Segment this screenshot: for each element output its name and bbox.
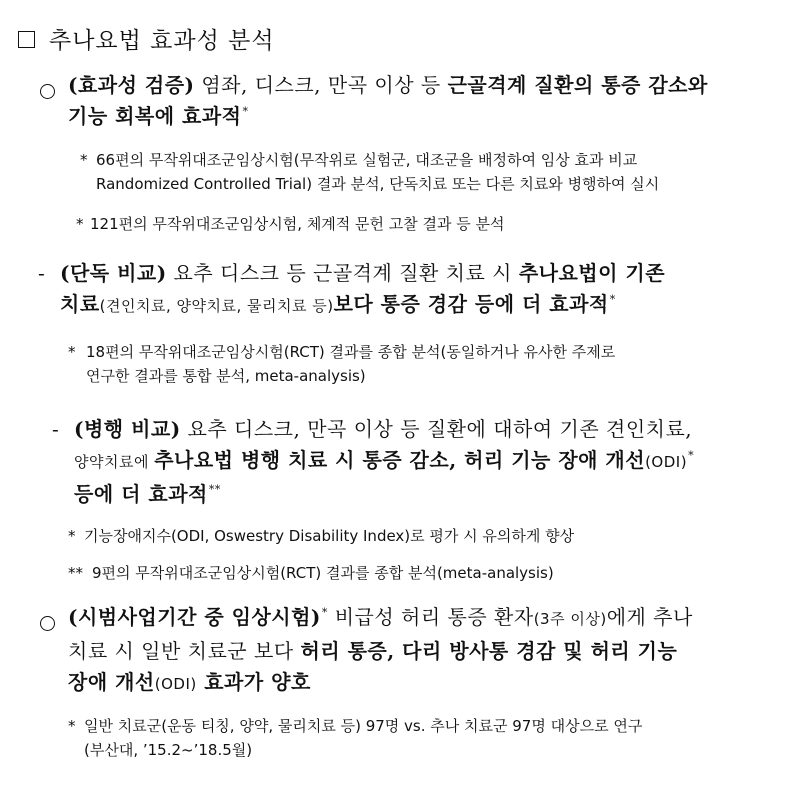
text: 비급성 허리 통증 환자 [327, 605, 534, 629]
bold-label: (효과성 검증) [68, 73, 195, 97]
note-line: 9편의 무작위대조군임상시험(RCT) 결과를 종합 분석(meta-analysis) [92, 564, 554, 582]
bold-text: 추나요법이 기존 [518, 261, 666, 285]
text: 치료 시 일반 치료군 보다 [68, 639, 301, 663]
note-18-rct [68, 340, 778, 388]
footnote-mark: * [688, 449, 695, 462]
bold-label: (병행 비교) [74, 417, 181, 441]
bold-text: 허리 통증, 다리 방사통 경감 및 허리 기능 [300, 639, 678, 663]
line [74, 479, 782, 513]
section-heading [18, 18, 778, 58]
line [60, 258, 778, 289]
section-title: 추나요법 효과성 분석 [49, 27, 275, 54]
line [60, 289, 778, 323]
asterisk-marker: * [76, 215, 84, 233]
note-line: 18편의 무작위대조군임상시험(RCT) 결과를 종합 분석(동일하거나 유사한 주제로 [86, 343, 616, 361]
note-9-rct [68, 561, 778, 585]
asterisk-marker: * [68, 343, 76, 361]
double-asterisk-marker: ** [68, 564, 83, 582]
note-pilot-study [68, 714, 778, 762]
note-line: (부산대, ’15.2~’18.5월) [84, 741, 253, 759]
text: 양약치료에 [74, 453, 155, 471]
bold-text: 근골격계 질환의 통증 감소와 [447, 73, 708, 97]
asterisk-marker: * [80, 151, 88, 169]
bold-label: (시범사업기간 중 임상시험) [68, 605, 321, 629]
line [68, 602, 770, 636]
note-121-rct [76, 212, 776, 236]
footnote-mark: * [609, 293, 616, 306]
paren-text: (ODI) [154, 675, 197, 693]
asterisk-marker: * [68, 717, 76, 735]
text: 요추 디스크 등 근골격계 질환 치료 시 [166, 261, 519, 285]
line [68, 636, 770, 667]
bold-text: 등에 더 효과적 [74, 482, 208, 506]
bold-text: 장애 개선 [68, 670, 155, 694]
line [74, 445, 782, 479]
footnote-mark: * [321, 606, 328, 619]
bold-text: 효과가 양호 [196, 670, 311, 694]
footnote-mark: * [242, 105, 249, 118]
dash-combined-comparison [52, 414, 782, 513]
bold-label: (단독 비교) [60, 261, 167, 285]
bold-text: 보다 통증 경감 등에 더 효과적 [333, 292, 609, 316]
dash-single-comparison [38, 258, 778, 323]
asterisk-marker: * [68, 527, 76, 545]
dash-marker: - [38, 261, 46, 285]
note-line: 일반 치료군(운동 티칭, 양약, 물리치료 등) 97명 vs. 추나 치료군 97명 대상으로 연구 [84, 717, 643, 735]
paren-text: (견인치료, 양약치료, 물리치료 등) [99, 297, 334, 315]
footnote-mark: ** [208, 483, 221, 496]
text: 염좌, 디스크, 만곡 이상 등 [194, 73, 448, 97]
note-line: Randomized Controlled Trial) 결과 분석, 단독치료 또는 다른 치료와 병행하여 실시 [96, 175, 660, 193]
bullet-efficacy-verification [40, 70, 770, 135]
circle-bullet-icon [40, 77, 55, 108]
note-line: 연구한 결과를 통합 분석, meta-analysis) [86, 367, 366, 385]
note-odi [68, 524, 778, 548]
note-line: 121편의 무작위대조군임상시험, 체계적 문헌 고찰 결과 등 분석 [90, 215, 505, 233]
note-66-rct [80, 148, 780, 196]
line [68, 101, 770, 135]
square-bullet-icon [18, 31, 35, 48]
line [68, 667, 770, 700]
paren-text: (ODI) [645, 453, 688, 471]
line [68, 70, 770, 101]
bold-text: 추나요법 병행 치료 시 통증 감소, 허리 기능 장애 개선 [154, 448, 646, 472]
paren-text: (3주 이상) [533, 610, 607, 628]
text: 요추 디스크, 만곡 이상 등 질환에 대하여 기존 견인치료, [180, 417, 693, 441]
bullet-pilot-trial [40, 602, 770, 700]
bold-text: 치료 [60, 292, 100, 316]
line [74, 414, 782, 445]
note-line: 기능장애지수(ODI, Oswestry Disability Index)로 평가 시 유의하게 향상 [84, 527, 575, 545]
dash-marker: - [52, 417, 60, 441]
note-line: 66편의 무작위대조군임상시험(무작위로 실험군, 대조군을 배정하여 임상 효과 비교 [96, 151, 638, 169]
circle-bullet-icon [40, 609, 55, 640]
bold-text: 기능 회복에 효과적 [68, 104, 242, 128]
text: 에게 추나 [606, 605, 693, 629]
